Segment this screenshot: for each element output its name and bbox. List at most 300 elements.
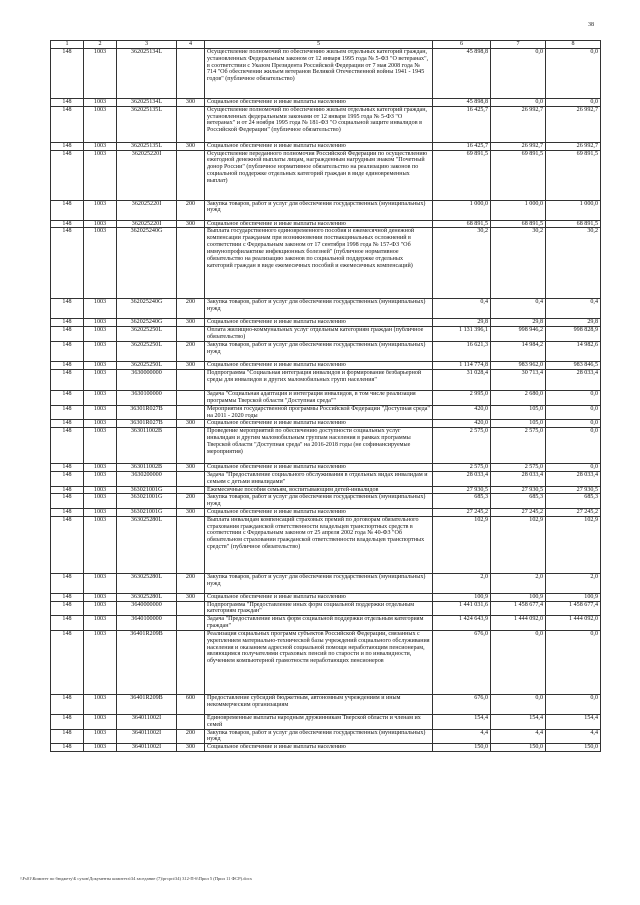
cell-amount-1: 100,9 — [433, 593, 491, 601]
cell-amount-2: 154,4 — [491, 714, 546, 729]
cell-section: 148 — [51, 390, 84, 405]
cell-description: Подпрограмма "Предоставление иных форм социальной поддержки отдельным категориям граждан" — [205, 601, 433, 616]
cell-amount-3: 0,0 — [546, 428, 601, 464]
cell-amount-2: 26 992,7 — [491, 142, 546, 150]
cell-amount-3: 28 033,4 — [546, 369, 601, 390]
cell-amount-1: 420,0 — [433, 420, 491, 428]
cell-target-code: 362025135L — [117, 142, 177, 150]
cell-subsection: 1003 — [84, 729, 117, 744]
cell-section: 148 — [51, 464, 84, 472]
cell-section: 148 — [51, 516, 84, 573]
cell-target-code: 362025240G — [117, 319, 177, 327]
column-header: 4 — [177, 41, 205, 49]
cell-expense-type — [177, 601, 205, 616]
cell-target-code: 3630000000 — [117, 369, 177, 390]
cell-description: Социальное обеспечение и иные выплаты населению — [205, 99, 433, 107]
cell-amount-1: 16 621,3 — [433, 341, 491, 361]
table-row — [51, 744, 601, 752]
cell-amount-2: 2,0 — [491, 573, 546, 593]
cell-target-code: 362025220I — [117, 200, 177, 220]
cell-expense-type: 300 — [177, 464, 205, 472]
cell-amount-1: 1 114 774,8 — [433, 361, 491, 369]
cell-section: 148 — [51, 99, 84, 107]
column-header: 6 — [433, 41, 491, 49]
cell-expense-type: 300 — [177, 361, 205, 369]
cell-section: 148 — [51, 714, 84, 729]
cell-subsection: 1003 — [84, 616, 117, 631]
cell-section: 148 — [51, 694, 84, 714]
cell-amount-2: 105,0 — [491, 420, 546, 428]
cell-target-code: 362025134L — [117, 99, 177, 107]
cell-amount-2: 0,0 — [491, 694, 546, 714]
cell-amount-1: 28 033,4 — [433, 471, 491, 486]
table-row — [51, 405, 601, 420]
cell-subsection: 1003 — [84, 593, 117, 601]
cell-subsection: 1003 — [84, 601, 117, 616]
cell-expense-type: 300 — [177, 99, 205, 107]
column-header: 3 — [117, 41, 177, 49]
cell-target-code: 3640100000 — [117, 616, 177, 631]
cell-target-code: 36301R027B — [117, 405, 177, 420]
cell-target-code: 362025135L — [117, 106, 177, 142]
cell-subsection: 1003 — [84, 361, 117, 369]
cell-section: 148 — [51, 106, 84, 142]
cell-target-code: 3630200000 — [117, 471, 177, 486]
table-row — [51, 327, 601, 342]
cell-description: Закупка товаров, работ и услуг для обеспечения государственных (муниципальных) нужд — [205, 573, 433, 593]
cell-section: 148 — [51, 486, 84, 494]
cell-amount-3: 0,4 — [546, 299, 601, 319]
table-row — [51, 509, 601, 517]
cell-amount-2: 0,0 — [491, 49, 546, 99]
table-row — [51, 142, 601, 150]
cell-section: 148 — [51, 428, 84, 464]
cell-target-code: 362025220I — [117, 150, 177, 200]
cell-description: Задача "Социальная адаптация и интеграция инвалидов, в том числе реализация программы Тверской области "Доступная среда"" — [205, 390, 433, 405]
table-row — [51, 471, 601, 486]
table-body — [51, 49, 601, 752]
cell-description: Социальное обеспечение и иные выплаты населению — [205, 509, 433, 517]
cell-amount-1: 676,0 — [433, 694, 491, 714]
table-row — [51, 369, 601, 390]
cell-amount-2: 26 992,7 — [491, 106, 546, 142]
cell-subsection: 1003 — [84, 428, 117, 464]
table-row — [51, 494, 601, 509]
cell-description: Социальное обеспечение и иные выплаты населению — [205, 420, 433, 428]
cell-expense-type — [177, 616, 205, 631]
cell-amount-2: 100,9 — [491, 593, 546, 601]
cell-target-code: 36301R027B — [117, 420, 177, 428]
table-row — [51, 99, 601, 107]
cell-section: 148 — [51, 228, 84, 299]
cell-target-code: 3640000000 — [117, 601, 177, 616]
column-header: 2 — [84, 41, 117, 49]
cell-expense-type: 200 — [177, 200, 205, 220]
cell-section: 148 — [51, 744, 84, 752]
cell-section: 148 — [51, 471, 84, 486]
cell-description: Закупка товаров, работ и услуг для обеспечения государственных (муниципальных) нужд — [205, 494, 433, 509]
cell-amount-3: 27 245,2 — [546, 509, 601, 517]
cell-subsection: 1003 — [84, 220, 117, 228]
cell-amount-3: 14 982,6 — [546, 341, 601, 361]
cell-target-code: 363011002B — [117, 464, 177, 472]
cell-expense-type — [177, 369, 205, 390]
cell-expense-type: 300 — [177, 420, 205, 428]
table-row — [51, 630, 601, 694]
cell-expense-type — [177, 428, 205, 464]
cell-amount-2: 1 444 092,0 — [491, 616, 546, 631]
cell-subsection: 1003 — [84, 464, 117, 472]
cell-expense-type — [177, 714, 205, 729]
cell-amount-2: 30 713,4 — [491, 369, 546, 390]
cell-description: Социальное обеспечение и иные выплаты населению — [205, 361, 433, 369]
cell-amount-2: 27 245,2 — [491, 509, 546, 517]
cell-amount-3: 68 891,5 — [546, 220, 601, 228]
cell-description: Осуществление переданного полномочия Российской Федерации по осуществлению ежегодной денежной выплаты лицам, награжденным нагрудным знаком "Почетный донор России" (публичное нормативное обязательство на реализацию законов по социальной поддержке отдельных категорий граждан в виде единовременных выплат) — [205, 150, 433, 200]
cell-section: 148 — [51, 630, 84, 694]
table-row — [51, 390, 601, 405]
cell-subsection: 1003 — [84, 142, 117, 150]
cell-section: 148 — [51, 319, 84, 327]
cell-amount-1: 16 425,7 — [433, 142, 491, 150]
cell-amount-1: 150,0 — [433, 744, 491, 752]
cell-amount-3: 0,0 — [546, 464, 601, 472]
cell-amount-2: 983 962,0 — [491, 361, 546, 369]
cell-section: 148 — [51, 200, 84, 220]
file-path-footer: \\Fs01\Комитет по бюджету\Б сухов\Документы комитета\34 заседание (7)\ргсрп\34) 312-П-6\Прил 5 (Прил 11 ФСР).docx — [20, 876, 252, 881]
cell-amount-2: 0,0 — [491, 630, 546, 694]
cell-amount-3: 4,4 — [546, 729, 601, 744]
cell-amount-1: 154,4 — [433, 714, 491, 729]
cell-section: 148 — [51, 341, 84, 361]
cell-amount-1: 2 995,0 — [433, 390, 491, 405]
cell-description: Ежемесячные пособия семьям, воспитывающим детей-инвалидов — [205, 486, 433, 494]
cell-amount-2: 102,9 — [491, 516, 546, 573]
cell-amount-3: 2,0 — [546, 573, 601, 593]
cell-amount-3: 1 000,0 — [546, 200, 601, 220]
table-row — [51, 200, 601, 220]
cell-amount-1: 1 441 031,6 — [433, 601, 491, 616]
cell-amount-3: 100,9 — [546, 593, 601, 601]
cell-amount-2: 0,0 — [491, 99, 546, 107]
cell-amount-2: 29,8 — [491, 319, 546, 327]
cell-expense-type: 200 — [177, 573, 205, 593]
cell-amount-3: 685,3 — [546, 494, 601, 509]
cell-description: Социальное обеспечение и иные выплаты населению — [205, 142, 433, 150]
cell-subsection: 1003 — [84, 99, 117, 107]
cell-amount-2: 27 930,5 — [491, 486, 546, 494]
cell-expense-type: 200 — [177, 729, 205, 744]
table-row — [51, 516, 601, 573]
cell-subsection: 1003 — [84, 714, 117, 729]
cell-target-code: 362025250L — [117, 341, 177, 361]
cell-section: 148 — [51, 220, 84, 228]
cell-description: Социальное обеспечение и иные выплаты населению — [205, 744, 433, 752]
cell-amount-1: 1 424 643,9 — [433, 616, 491, 631]
table-row — [51, 428, 601, 464]
table-row — [51, 220, 601, 228]
cell-expense-type: 200 — [177, 494, 205, 509]
cell-amount-1: 676,0 — [433, 630, 491, 694]
cell-amount-3: 0,0 — [546, 405, 601, 420]
cell-amount-1: 420,0 — [433, 405, 491, 420]
cell-subsection: 1003 — [84, 471, 117, 486]
cell-section: 148 — [51, 573, 84, 593]
cell-description: Реализация социальных программ субъектов Российской Федерации, связанных с укреплением материально-технической базы учреждений социального обслуживания населения и оказанием адресной социальной помощи неработающим пенсионерам, являющимся получателями страховых пенсий по старости и по инвалидности, обучением компьютерной грамотности неработающих пенсионеров — [205, 630, 433, 694]
cell-amount-3: 0,0 — [546, 390, 601, 405]
cell-amount-3: 27 930,5 — [546, 486, 601, 494]
cell-amount-2: 1 000,0 — [491, 200, 546, 220]
cell-description: Подпрограмма "Социальная интеграция инвалидов и формирование безбарьерной среды для инвалидов и других маломобильных групп населения" — [205, 369, 433, 390]
cell-target-code: 362025250L — [117, 361, 177, 369]
cell-target-code: 363021001G — [117, 509, 177, 517]
cell-amount-3: 30,2 — [546, 228, 601, 299]
cell-description: Задача "Предоставление иных форм социальной поддержки отдельным категориям граждан" — [205, 616, 433, 631]
cell-amount-2: 2 680,0 — [491, 390, 546, 405]
cell-description: Социальное обеспечение и иные выплаты населению — [205, 464, 433, 472]
cell-expense-type: 300 — [177, 220, 205, 228]
cell-amount-2: 150,0 — [491, 744, 546, 752]
cell-amount-1: 68 891,5 — [433, 220, 491, 228]
cell-amount-3: 1 444 092,0 — [546, 616, 601, 631]
cell-amount-1: 2 575,0 — [433, 464, 491, 472]
cell-section: 148 — [51, 369, 84, 390]
cell-expense-type — [177, 327, 205, 342]
cell-description: Социальное обеспечение и иные выплаты населению — [205, 593, 433, 601]
cell-target-code: 363021001G — [117, 494, 177, 509]
cell-amount-3: 154,4 — [546, 714, 601, 729]
table-row — [51, 420, 601, 428]
cell-expense-type — [177, 228, 205, 299]
cell-amount-2: 998 946,2 — [491, 327, 546, 342]
cell-amount-1: 45 898,8 — [433, 49, 491, 99]
cell-target-code: 363021001G — [117, 486, 177, 494]
table-row — [51, 464, 601, 472]
cell-subsection: 1003 — [84, 516, 117, 573]
cell-amount-3: 29,8 — [546, 319, 601, 327]
cell-expense-type: 300 — [177, 509, 205, 517]
table-row — [51, 228, 601, 299]
cell-expense-type: 200 — [177, 341, 205, 361]
cell-subsection: 1003 — [84, 486, 117, 494]
cell-amount-3: 998 828,9 — [546, 327, 601, 342]
cell-amount-3: 983 846,5 — [546, 361, 601, 369]
cell-description: Закупка товаров, работ и услуг для обеспечения государственных (муниципальных) нужд — [205, 341, 433, 361]
cell-description: Единовременные выплаты народным дружинникам Тверской области и членам их семей — [205, 714, 433, 729]
cell-amount-1: 1 131 396,1 — [433, 327, 491, 342]
cell-expense-type: 300 — [177, 593, 205, 601]
cell-target-code: 36401R209B — [117, 630, 177, 694]
cell-amount-1: 29,8 — [433, 319, 491, 327]
cell-subsection: 1003 — [84, 299, 117, 319]
cell-amount-2: 1 458 677,4 — [491, 601, 546, 616]
cell-subsection: 1003 — [84, 369, 117, 390]
table-row — [51, 341, 601, 361]
cell-description: Выплата инвалидам компенсаций страховых премий по договорам обязательного страхования гражданской ответственности владельцев транспортных средств в соответствии с Федеральным законом от 25 апреля 2002 года № 40-ФЗ "Об обязательном страховании гражданской ответственности владельцев транспортных средств" (публичное обязательство) — [205, 516, 433, 573]
cell-amount-1: 16 425,7 — [433, 106, 491, 142]
cell-target-code: 362025250L — [117, 327, 177, 342]
cell-expense-type: 200 — [177, 299, 205, 319]
cell-expense-type: 300 — [177, 319, 205, 327]
cell-amount-1: 4,4 — [433, 729, 491, 744]
cell-subsection: 1003 — [84, 150, 117, 200]
cell-amount-3: 26 992,7 — [546, 106, 601, 142]
budget-table — [50, 40, 601, 752]
cell-target-code: 362025240G — [117, 228, 177, 299]
cell-expense-type — [177, 471, 205, 486]
cell-amount-1: 45 898,8 — [433, 99, 491, 107]
cell-amount-1: 0,4 — [433, 299, 491, 319]
cell-amount-2: 0,4 — [491, 299, 546, 319]
cell-expense-type — [177, 106, 205, 142]
cell-expense-type: 300 — [177, 142, 205, 150]
cell-amount-3: 150,0 — [546, 744, 601, 752]
cell-amount-2: 2 575,0 — [491, 464, 546, 472]
cell-description: Осуществление полномочий по обеспечению жильем отдельных категорий граждан, установленных Федеральным законом от 12 января 1995 года № 5-ФЗ "О ветеранах", в соответствии с Указом Президента Российской Федерации от 7 мая 2008 года № 714 "Об обеспечении жильем ветеранов Великой Отечественной войны 1941 - 1945 годов" (публичное обязательство) — [205, 49, 433, 99]
cell-amount-3: 102,9 — [546, 516, 601, 573]
cell-amount-1: 102,9 — [433, 516, 491, 573]
cell-section: 148 — [51, 327, 84, 342]
cell-target-code: 36401R209B — [117, 694, 177, 714]
cell-amount-1: 685,3 — [433, 494, 491, 509]
cell-subsection: 1003 — [84, 494, 117, 509]
cell-description: Задача "Предоставление социального обслуживания в отдельных видах инвалидам и семьям с детьми инвалидами" — [205, 471, 433, 486]
table-row — [51, 694, 601, 714]
cell-subsection: 1003 — [84, 420, 117, 428]
cell-subsection: 1003 — [84, 390, 117, 405]
cell-amount-2: 2 575,0 — [491, 428, 546, 464]
cell-expense-type: 600 — [177, 694, 205, 714]
cell-target-code: 364011002I — [117, 744, 177, 752]
cell-amount-3: 69 891,5 — [546, 150, 601, 200]
cell-subsection: 1003 — [84, 106, 117, 142]
table-row — [51, 150, 601, 200]
cell-amount-3: 0,0 — [546, 630, 601, 694]
cell-expense-type — [177, 150, 205, 200]
cell-subsection: 1003 — [84, 744, 117, 752]
cell-target-code: 362025134L — [117, 49, 177, 99]
cell-target-code: 363025280L — [117, 573, 177, 593]
table-row — [51, 299, 601, 319]
cell-amount-2: 69 891,5 — [491, 150, 546, 200]
column-header: 5 — [205, 41, 433, 49]
column-header: 8 — [546, 41, 601, 49]
cell-subsection: 1003 — [84, 200, 117, 220]
cell-expense-type — [177, 390, 205, 405]
cell-section: 148 — [51, 616, 84, 631]
column-header: 1 — [51, 41, 84, 49]
cell-section: 148 — [51, 509, 84, 517]
cell-description: Закупка товаров, работ и услуг для обеспечения государственных (муниципальных) нужд — [205, 729, 433, 744]
cell-amount-3: 0,0 — [546, 420, 601, 428]
table-row — [51, 361, 601, 369]
cell-expense-type — [177, 630, 205, 694]
cell-description: Мероприятия государственной программы Российской Федерации "Доступная среда" на 2011 - 2020 годы — [205, 405, 433, 420]
cell-subsection: 1003 — [84, 630, 117, 694]
cell-section: 148 — [51, 494, 84, 509]
cell-section: 148 — [51, 361, 84, 369]
cell-amount-3: 0,0 — [546, 49, 601, 99]
cell-subsection: 1003 — [84, 573, 117, 593]
cell-amount-1: 2 575,0 — [433, 428, 491, 464]
cell-subsection: 1003 — [84, 341, 117, 361]
cell-amount-1: 2,0 — [433, 573, 491, 593]
table-row — [51, 106, 601, 142]
cell-expense-type — [177, 405, 205, 420]
cell-description: Закупка товаров, работ и услуг для обеспечения государственных (муниципальных) нужд — [205, 200, 433, 220]
cell-subsection: 1003 — [84, 405, 117, 420]
cell-description: Закупка товаров, работ и услуг для обеспечения государственных (муниципальных) нужд — [205, 299, 433, 319]
cell-section: 148 — [51, 142, 84, 150]
cell-amount-2: 30,2 — [491, 228, 546, 299]
cell-amount-2: 685,3 — [491, 494, 546, 509]
cell-section: 148 — [51, 601, 84, 616]
cell-amount-1: 27 930,5 — [433, 486, 491, 494]
cell-amount-1: 30,2 — [433, 228, 491, 299]
cell-description: Осуществление полномочий по обеспечению жильем отдельных категорий граждан, установленных федеральными законами от 12 января 1995 года № 5-ФЗ "О ветеранах" и от 24 ноября 1995 года № 181-ФЗ "О социальной защите инвалидов в Российской Федерации" (публичное обязательство) — [205, 106, 433, 142]
table-row — [51, 49, 601, 99]
cell-target-code: 363025280L — [117, 593, 177, 601]
cell-target-code: 363025280L — [117, 516, 177, 573]
cell-amount-2: 68 891,5 — [491, 220, 546, 228]
cell-amount-3: 28 033,4 — [546, 471, 601, 486]
cell-expense-type — [177, 516, 205, 573]
table-row — [51, 573, 601, 593]
cell-description: Социальное обеспечение и иные выплаты населению — [205, 319, 433, 327]
cell-target-code: 362025220I — [117, 220, 177, 228]
table-row — [51, 486, 601, 494]
cell-section: 148 — [51, 420, 84, 428]
cell-amount-2: 28 033,4 — [491, 471, 546, 486]
cell-section: 148 — [51, 593, 84, 601]
cell-description: Предоставление субсидий бюджетным, автономным учреждениям и иным некоммерческим организациям — [205, 694, 433, 714]
header-row — [51, 41, 601, 49]
cell-amount-3: 0,0 — [546, 99, 601, 107]
cell-expense-type: 300 — [177, 744, 205, 752]
cell-amount-3: 0,0 — [546, 694, 601, 714]
table-row — [51, 729, 601, 744]
cell-amount-2: 4,4 — [491, 729, 546, 744]
table-row — [51, 593, 601, 601]
cell-expense-type — [177, 486, 205, 494]
cell-section: 148 — [51, 729, 84, 744]
cell-target-code: 362025240G — [117, 299, 177, 319]
cell-description: Социальное обеспечение и иные выплаты населению — [205, 220, 433, 228]
cell-amount-1: 27 245,2 — [433, 509, 491, 517]
cell-amount-3: 1 458 677,4 — [546, 601, 601, 616]
cell-target-code: 3630100000 — [117, 390, 177, 405]
cell-subsection: 1003 — [84, 694, 117, 714]
table-row — [51, 601, 601, 616]
cell-target-code: 364011002I — [117, 714, 177, 729]
cell-target-code: 363011002B — [117, 428, 177, 464]
page-number: 38 — [588, 22, 594, 28]
table-row — [51, 714, 601, 729]
cell-description: Проведение мероприятий по обеспечению доступности социальных услуг инвалидам и другим маломобильным группам населения в рамках программы Тверской области "Доступная среда" на 2016-2018 годы (не софинансируемые мероприятия) — [205, 428, 433, 464]
cell-section: 148 — [51, 299, 84, 319]
cell-amount-1: 31 028,4 — [433, 369, 491, 390]
table-row — [51, 319, 601, 327]
cell-section: 148 — [51, 49, 84, 99]
cell-target-code: 364011002I — [117, 729, 177, 744]
cell-amount-3: 26 992,7 — [546, 142, 601, 150]
cell-subsection: 1003 — [84, 509, 117, 517]
cell-amount-1: 1 000,0 — [433, 200, 491, 220]
cell-amount-2: 14 984,2 — [491, 341, 546, 361]
cell-subsection: 1003 — [84, 49, 117, 99]
cell-subsection: 1003 — [84, 319, 117, 327]
cell-subsection: 1003 — [84, 228, 117, 299]
